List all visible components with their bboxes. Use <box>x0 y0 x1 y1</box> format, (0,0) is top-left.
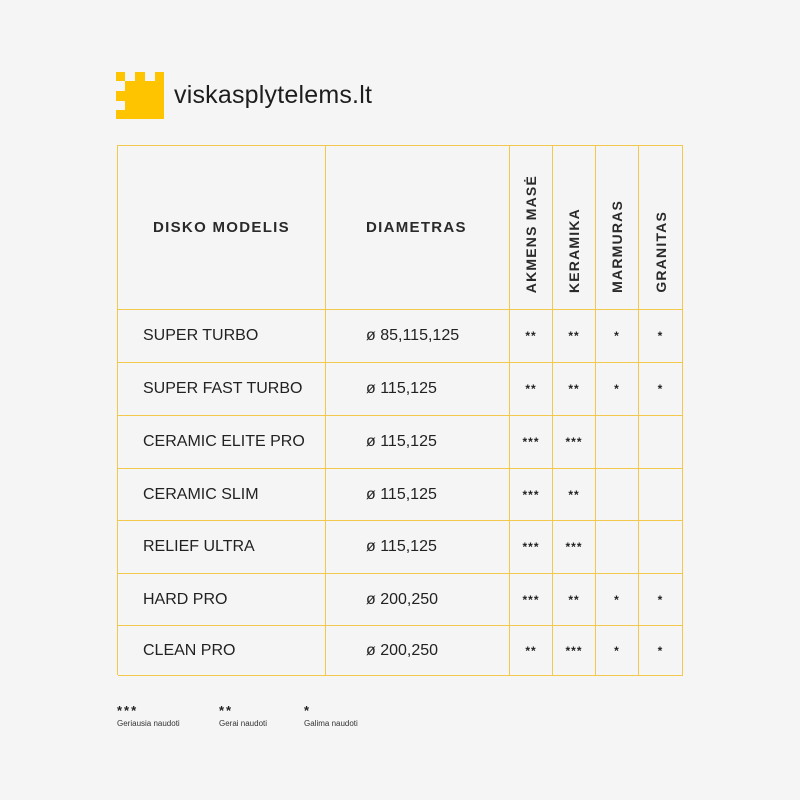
rating-cell: *** <box>553 416 596 469</box>
rating-cell: * <box>596 363 639 416</box>
rating-cell: *** <box>553 626 596 676</box>
rating-cell: ** <box>553 574 596 626</box>
rating-cell: * <box>596 574 639 626</box>
rating-cell <box>639 469 683 521</box>
brand-name: viskasplytelems.lt <box>174 81 373 109</box>
row-model: HARD PRO <box>118 574 326 626</box>
rating-cell: * <box>639 363 683 416</box>
row-diameter: ø 115,125 <box>326 469 510 521</box>
disc-compatibility-table <box>117 145 683 675</box>
rating-cell: ** <box>553 310 596 363</box>
header-material-granite: GRANITAS <box>639 146 683 310</box>
rating-cell <box>639 416 683 469</box>
row-model: RELIEF ULTRA <box>118 521 326 574</box>
header-material-ceramic: KERAMIKA <box>553 146 596 310</box>
rating-cell <box>596 469 639 521</box>
rating-cell: *** <box>510 416 553 469</box>
legend-stars: * <box>304 703 312 718</box>
rating-cell <box>596 416 639 469</box>
rating-cell: ** <box>510 363 553 416</box>
rating-cell: ** <box>553 469 596 521</box>
row-model: CERAMIC ELITE PRO <box>118 416 326 469</box>
row-model: CERAMIC SLIM <box>118 469 326 521</box>
legend-label: Galima naudoti <box>304 719 358 728</box>
rating-cell: *** <box>553 521 596 574</box>
rating-cell <box>596 521 639 574</box>
rating-cell: *** <box>510 521 553 574</box>
rating-cell: * <box>639 310 683 363</box>
row-diameter: ø 200,250 <box>326 574 510 626</box>
rating-cell: * <box>596 310 639 363</box>
rating-legend <box>117 704 358 728</box>
row-diameter: ø 85,115,125 <box>326 310 510 363</box>
rating-cell: * <box>596 626 639 676</box>
header-model: DISKO MODELIS <box>118 146 326 310</box>
legend-item-best <box>117 704 219 728</box>
row-model: CLEAN PRO <box>118 626 326 676</box>
row-diameter: ø 115,125 <box>326 363 510 416</box>
rating-cell: *** <box>510 469 553 521</box>
brand-header <box>116 72 372 119</box>
legend-stars: ** <box>219 703 234 718</box>
rating-cell: ** <box>553 363 596 416</box>
row-model: SUPER FAST TURBO <box>118 363 326 416</box>
rating-cell: *** <box>510 574 553 626</box>
legend-stars: *** <box>117 703 139 718</box>
row-diameter: ø 115,125 <box>326 521 510 574</box>
rating-cell: ** <box>510 310 553 363</box>
row-model: SUPER TURBO <box>118 310 326 363</box>
legend-label: Gerai naudoti <box>219 719 268 728</box>
header-material-stone-mass: AKMENS MASĖ <box>510 146 553 310</box>
rating-cell: ** <box>510 626 553 676</box>
rating-cell: * <box>639 574 683 626</box>
legend-item-possible <box>304 704 358 728</box>
header-diameter: DIAMETRAS <box>326 146 510 310</box>
legend-label: Geriausia naudoti <box>117 719 180 728</box>
row-diameter: ø 115,125 <box>326 416 510 469</box>
row-diameter: ø 200,250 <box>326 626 510 676</box>
brick-wall-logo-icon <box>116 72 164 119</box>
rating-cell: * <box>639 626 683 676</box>
legend-item-good <box>219 704 304 728</box>
header-material-marble: MARMURAS <box>596 146 639 310</box>
rating-cell <box>639 521 683 574</box>
